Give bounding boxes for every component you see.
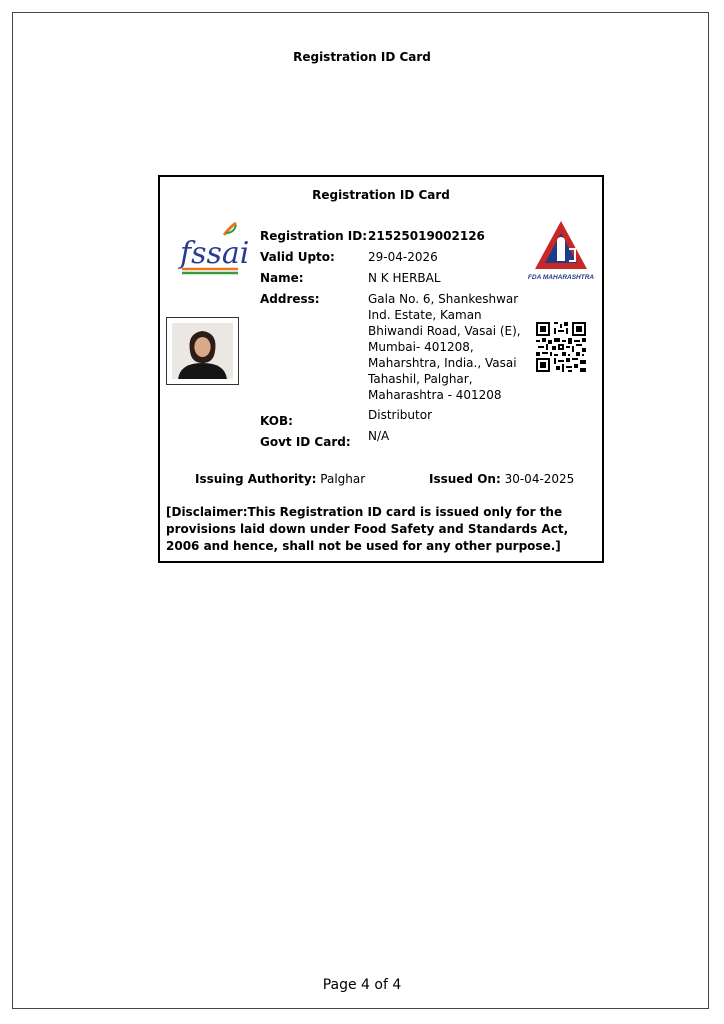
fda-logo-text: FDA MAHARASHTRA: [527, 274, 595, 281]
registration-id-label: Registration ID:: [260, 229, 368, 243]
govt-id-label: Govt ID Card:: [260, 435, 351, 449]
name-label: Name:: [260, 271, 304, 285]
applicant-photo: [166, 317, 239, 385]
card-title: Registration ID Card: [312, 188, 450, 202]
address-value: Gala No. 6, Shankeshwar Ind. Estate, Kaman Bhiwandi Road, Vasai (E), Mumbai- 401208, Maharshtra, India., Vasai Tahashil, Palghar, Maharashtra - 401208: [368, 292, 521, 402]
kob-value: Distributor: [368, 408, 433, 422]
valid-upto-value: 29-04-2026: [368, 250, 438, 264]
qr-code: [536, 322, 586, 372]
govt-id-value: N/A: [368, 429, 390, 443]
issued-on-value: 30-04-2025: [504, 472, 575, 486]
valid-upto-label: Valid Upto:: [260, 250, 335, 264]
address-label: Address:: [260, 292, 320, 306]
issuing-authority: [195, 472, 365, 486]
fda-maharashtra-logo: [527, 219, 595, 283]
issued-on: [429, 472, 574, 486]
page-indicator: Page 4 of 4: [322, 977, 402, 993]
kob-label: KOB:: [260, 414, 293, 428]
issuing-authority-value: Palghar: [320, 472, 366, 486]
registration-id-card: [158, 175, 604, 563]
fssai-logo-text: fssai: [180, 236, 250, 271]
page-title: Registration ID Card: [293, 50, 431, 64]
name-value: N K HERBAL: [368, 271, 441, 285]
person-avatar-icon: [172, 323, 233, 379]
disclaimer: [Disclaimer:This Registration ID card is issued only for the provisions laid down under Food Safety and Standards Act, 2006 and hence, shall not be used for any other purpose.]: [166, 505, 569, 553]
fssai-logo: [178, 219, 250, 283]
registration-id-value: 21525019002126: [368, 229, 485, 243]
issuing-authority-label: Issuing Authority:: [195, 472, 317, 486]
issued-on-label: Issued On:: [429, 472, 501, 486]
